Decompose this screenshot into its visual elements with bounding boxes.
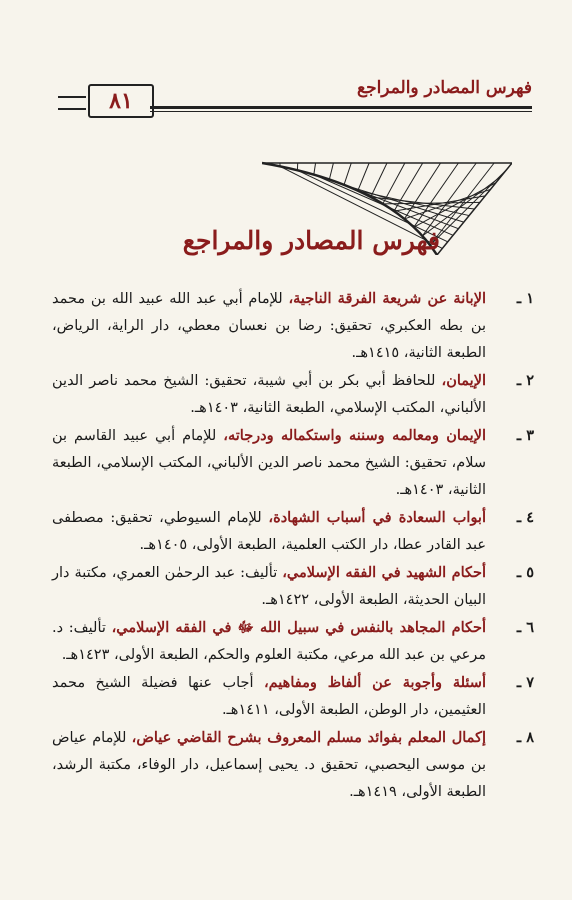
entry-number: ٦ ـ <box>516 619 534 636</box>
entry-title: أسئلة وأجوبة عن ألفاظ ومفاهيم، <box>263 674 486 691</box>
entry-title: الإيمان ومعالمه وسننه واستكماله ودرجاته، <box>223 427 487 444</box>
entry-title: إكمال المعلم بفوائد مسلم المعروف بشرح القاضي عياض، <box>131 729 486 746</box>
web-strand <box>358 163 369 191</box>
header-left-rule <box>58 96 86 110</box>
entry-title: أحكام المجاهد بالنفس في سبيل الله ﷻ في الفقه الإسلامي، <box>111 619 486 636</box>
reference-entry <box>52 285 534 367</box>
web-strand <box>404 163 440 219</box>
reference-entry <box>52 724 534 806</box>
entry-title: أبواب السعادة في أسباب الشهادة، <box>268 509 486 526</box>
references-list <box>52 285 534 806</box>
reference-entry <box>52 367 534 422</box>
reference-entry <box>52 614 534 669</box>
entry-number: ٤ ـ <box>516 509 534 526</box>
entry-text: تأليف: عبد الرحمٰن العمري، مكتبة دار البيان الحديثة، الطبعة الأولى، ١٤٢٢هـ. <box>52 565 486 608</box>
running-title: فهرس المصادر والمراجع <box>357 78 532 98</box>
entry-title: أحكام الشهيد في الفقه الإسلامي، <box>282 564 486 581</box>
reference-entry <box>52 422 534 504</box>
entry-text: للحافظ أبي بكر بن أبي شيبة، تحقيق: الشيخ محمد ناصر الدين الألباني، المكتب الإسلامي، الطبعة الثانية، ١٤٠٣هـ. <box>52 373 486 416</box>
entry-title: الإيمان، <box>441 372 486 389</box>
entry-title: الإبانة عن شريعة الفرقة الناجية، <box>288 290 486 307</box>
web-strand <box>430 170 507 246</box>
page-number: ٨١ <box>109 88 133 114</box>
web-strand <box>329 163 333 179</box>
reference-entry <box>52 669 534 724</box>
entry-text: للإمام أبي عبد الله عبيد الله بن محمد بن بطه العكبري، تحقيق: رضا بن نعسان معطي، دار الراية، الرياض، الطبعة الثانية، ١٤١٥هـ. <box>52 291 486 361</box>
entry-number: ٨ ـ <box>516 729 534 746</box>
entry-text: للإمام السيوطي، تحقيق: مصطفى عبد القادر عطا، دار الكتب العلمية، الطبعة الأولى، ١٤٠٥هـ. <box>52 510 486 553</box>
header-rule-thin <box>150 111 532 112</box>
entry-number: ٢ ـ <box>516 372 534 389</box>
entry-number: ٥ ـ <box>516 564 534 581</box>
reference-entry <box>52 504 534 559</box>
entry-number: ٧ ـ <box>516 674 534 691</box>
section-heading: فهرس المصادر والمراجع <box>182 226 440 255</box>
entry-text: أجاب عنها فضيلة الشيخ محمد العثيمين، دار الوطن، الطبعة الأولى، ١٤١١هـ. <box>52 675 486 718</box>
entry-text: للإمام عياض بن موسى اليحصبي، تحقيق د. يحيى إسماعيل، دار الوفاء، مكتبة الرشد، الطبعة الأولى، ١٤١٩هـ. <box>52 730 486 800</box>
web-strand <box>344 163 351 185</box>
web-strand <box>314 163 316 175</box>
header-rule <box>150 106 532 109</box>
reference-entry <box>52 559 534 614</box>
entry-number: ١ ـ <box>516 290 534 307</box>
entry-text: تأليف: د. مرعي بن عبد الله مرعي، مكتبة العلوم والحكم، الطبعة الأولى، ١٤٢٣هـ. <box>52 620 486 663</box>
web-strand <box>371 163 387 197</box>
page-number-box <box>88 84 154 118</box>
entry-text: للإمام أبي عبيد القاسم بن سلام، تحقيق: الشيخ محمد ناصر الدين الألباني، المكتب الإسلامي، الطبعة الثانية، ١٤٠٣هـ. <box>52 428 486 498</box>
entry-number: ٣ ـ <box>516 427 534 444</box>
